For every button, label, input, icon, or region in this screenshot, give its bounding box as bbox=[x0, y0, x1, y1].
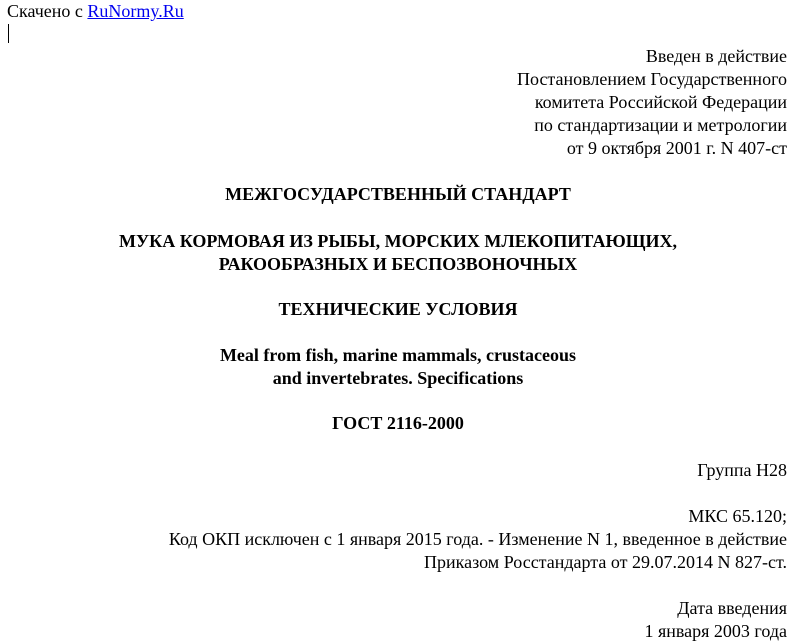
adoption-line: Постановлением Государственного bbox=[517, 69, 787, 89]
adoption-line: комитета Российской Федерации bbox=[534, 92, 787, 112]
classification-block bbox=[169, 505, 787, 574]
download-source bbox=[7, 0, 184, 23]
title-line: РАКООБРАЗНЫХ И БЕСПОЗВОНОЧНЫХ bbox=[218, 254, 578, 274]
effective-date-line: Дата введения bbox=[677, 598, 787, 618]
document-subtitle: ТЕХНИЧЕСКИЕ УСЛОВИЯ bbox=[278, 299, 518, 319]
standard-type: МЕЖГОСУДАРСТВЕННЫЙ СТАНДАРТ bbox=[225, 184, 571, 204]
download-prefix: Скачено с bbox=[7, 1, 83, 21]
document-title bbox=[0, 230, 790, 276]
effective-date-line: 1 января 2003 года bbox=[644, 621, 787, 641]
runormy-link[interactable]: RuNormy.Ru bbox=[87, 1, 184, 21]
gost-number: ГОСТ 2116-2000 bbox=[332, 413, 464, 433]
title-line: МУКА КОРМОВАЯ ИЗ РЫБЫ, МОРСКИХ МЛЕКОПИТАЮЩИХ, bbox=[118, 231, 678, 251]
english-title bbox=[0, 344, 790, 390]
adoption-block bbox=[517, 45, 787, 160]
effective-date-block bbox=[644, 597, 787, 643]
english-title-line: Meal from fish, marine mammals, crustaceous bbox=[219, 345, 577, 365]
classification-line: Приказом Росстандарта от 29.07.2014 N 827-ст. bbox=[424, 552, 787, 572]
group-code: Группа Н28 bbox=[697, 460, 787, 480]
classification-line: МКС 65.120; bbox=[688, 506, 787, 526]
text-cursor bbox=[8, 24, 9, 43]
adoption-line: Введен в действие bbox=[645, 46, 787, 66]
classification-line: Код ОКП исключен с 1 января 2015 года. - Изменение N 1, введенное в действие bbox=[168, 529, 787, 549]
english-title-line: and invertebrates. Specifications bbox=[272, 368, 524, 388]
adoption-line: от 9 октября 2001 г. N 407-ст bbox=[566, 138, 787, 158]
adoption-line: по стандартизации и метрологии bbox=[534, 115, 787, 135]
